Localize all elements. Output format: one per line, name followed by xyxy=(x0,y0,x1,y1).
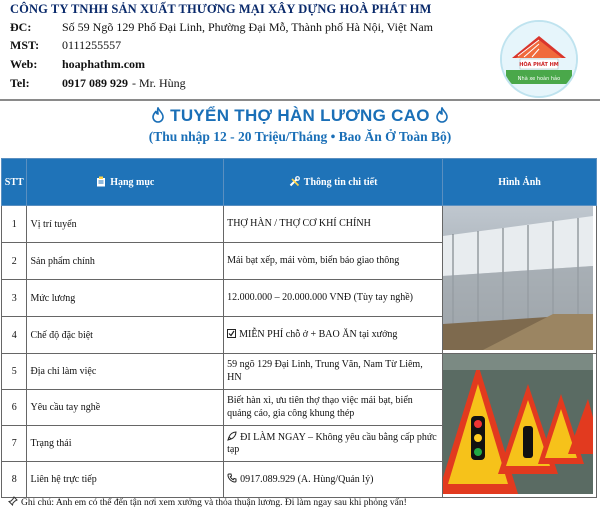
row-stt: 6 xyxy=(2,390,27,426)
row-info xyxy=(224,462,443,498)
clipboard-icon xyxy=(96,176,106,187)
logo-text-bottom: Nhà xe hoàn hảo xyxy=(517,76,561,82)
row-info xyxy=(224,426,443,462)
row-info xyxy=(224,317,443,354)
address-label: ĐC: xyxy=(10,20,32,34)
row-category: Địa chỉ làm việc xyxy=(27,354,224,390)
folding-tent-image xyxy=(443,206,593,350)
row-category: Liên hệ trực tiếp xyxy=(27,462,224,498)
logo-house-icon xyxy=(502,22,576,96)
flame-icon xyxy=(151,107,165,123)
title-text: TUYỂN THỢ HÀN LƯƠNG CAO xyxy=(170,106,430,125)
row-info: Biết hàn xì, ưu tiên thợ thạo việc mái bạt, biển quảng cáo, gia công khung thép xyxy=(224,390,443,426)
company-name: CÔNG TY TNHH SẢN XUẤT THƯƠNG MẠI XÂY DỰNG HOÀ PHÁT HM xyxy=(10,2,432,16)
tel-value[interactable]: 0917 089 929 xyxy=(62,76,128,90)
row-info: Mái bạt xếp, mái vòm, biển báo giao thông xyxy=(224,243,443,280)
traffic-signs-image xyxy=(443,354,593,494)
row-stt: 7 xyxy=(2,426,27,462)
row-category: Mức lương xyxy=(27,280,224,317)
tel-label: Tel: xyxy=(10,76,30,90)
footer-note xyxy=(8,496,407,508)
row-info-text: ĐI LÀM NGAY – Không yêu cầu bằng cấp phức tạp xyxy=(227,431,437,455)
web-link[interactable]: hoaphathm.com xyxy=(62,57,146,71)
row-info-text[interactable]: 0917.089.929 (A. Hùng/Quản lý) xyxy=(240,473,374,485)
address-value: Số 59 Ngõ 129 Phố Đại Linh, Phường Đại Mỗ, Thành phố Hà Nội, Việt Nam xyxy=(62,20,434,34)
title-block xyxy=(0,104,600,154)
address-row xyxy=(10,20,433,35)
row-stt: 4 xyxy=(2,317,27,354)
row-stt: 2 xyxy=(2,243,27,280)
checkbox-icon xyxy=(227,329,236,338)
row-category: Sản phẩm chính xyxy=(27,243,224,280)
row-info: 12.000.000 – 20.000.000 VNĐ (Tùy tay nghề) xyxy=(224,280,443,317)
web-row xyxy=(10,57,145,72)
col-image: Hình Ảnh xyxy=(443,159,597,206)
flame-icon xyxy=(435,107,449,123)
row-info: 59 ngõ 129 Đại Linh, Trung Văn, Nam Từ Liêm, HN xyxy=(224,354,443,390)
logo-text-top: HÒA PHÁT HM xyxy=(519,62,559,68)
tax-label: MST: xyxy=(10,38,40,52)
tel-contact-name: - Mr. Hùng xyxy=(132,76,186,90)
page-subtitle: (Thu nhập 12 - 20 Triệu/Tháng • Bao Ăn Ở Toàn Bộ) xyxy=(148,129,452,144)
row-category: Vị trí tuyển xyxy=(27,206,224,243)
row-category: Chế độ đặc biệt xyxy=(27,317,224,354)
tools-icon xyxy=(289,176,300,187)
signs-photo-cell xyxy=(443,354,597,498)
row-stt: 3 xyxy=(2,280,27,317)
company-header xyxy=(0,0,600,96)
col-info-label: Thông tin chi tiết xyxy=(303,177,378,188)
footer-note-text: Ghi chú: Anh em có thể đến tận nơi xem xưởng và thỏa thuận lương. Đi làm ngay sau khi phỏng vấn! xyxy=(21,498,407,508)
row-stt: 8 xyxy=(2,462,27,498)
row-stt: 1 xyxy=(2,206,27,243)
tax-value: 0111255557 xyxy=(62,38,122,52)
pin-icon xyxy=(8,496,18,506)
row-category: Yêu cầu tay nghề xyxy=(27,390,224,426)
row-info: THỢ HÀN / THỢ CƠ KHÍ CHÍNH xyxy=(224,206,443,243)
rocket-icon xyxy=(227,431,237,441)
col-info xyxy=(224,159,443,206)
col-stt: STT xyxy=(2,159,27,206)
phone-icon xyxy=(227,473,237,483)
header-divider xyxy=(0,99,600,101)
col-category-label: Hạng mục xyxy=(110,177,155,188)
tel-row xyxy=(10,76,186,91)
row-info-text: MIỄN PHÍ chỗ ở + BAO ĂN tại xưởng xyxy=(239,328,398,340)
page-title xyxy=(0,106,600,126)
row-stt: 5 xyxy=(2,354,27,390)
table-header-row xyxy=(2,159,597,206)
tent-photo-cell xyxy=(443,206,597,354)
table-row xyxy=(2,206,597,243)
col-category xyxy=(27,159,224,206)
row-category: Trạng thái xyxy=(27,426,224,462)
job-table xyxy=(1,158,597,498)
table-row xyxy=(2,354,597,390)
tax-row xyxy=(10,38,121,53)
web-label: Web: xyxy=(10,57,38,71)
company-logo xyxy=(500,20,578,98)
